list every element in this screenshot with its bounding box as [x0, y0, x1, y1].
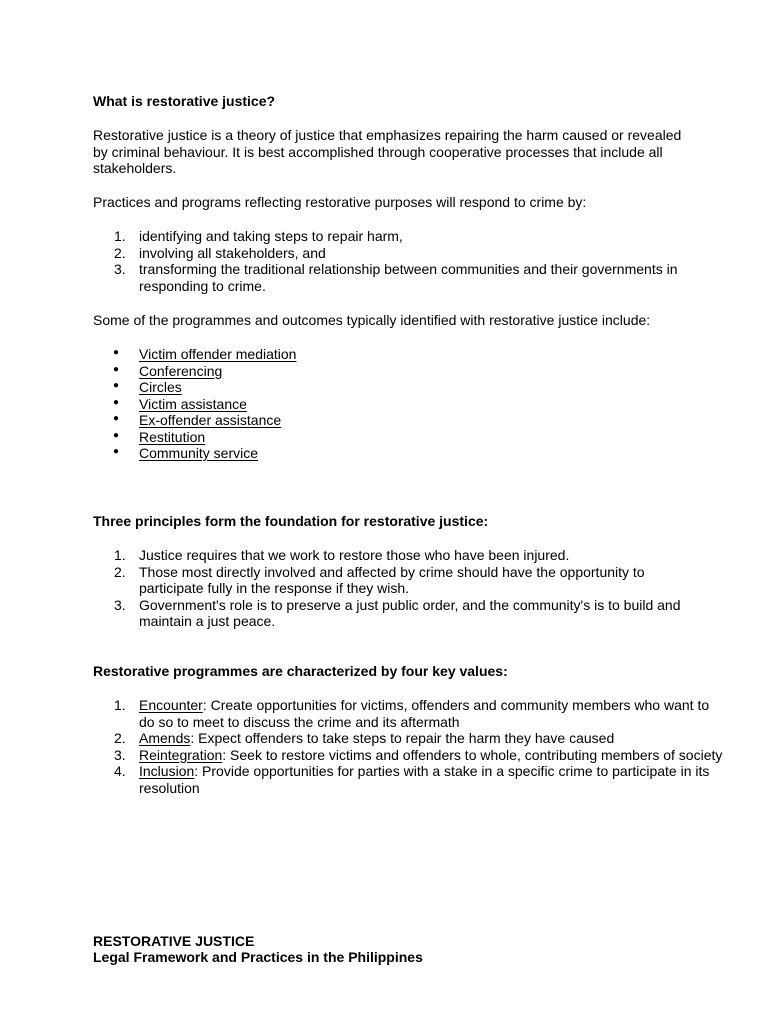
list-item: 3. transforming the traditional relationship between communities and their governments in responding to crime.: [114, 261, 678, 294]
values-list: [93, 697, 723, 796]
list-item: 1. Justice requires that we work to restore those who have been injured.: [114, 547, 570, 563]
intro-paragraph: Restorative justice is a theory of justice that emphasizes repairing the harm caused or revealed by criminal behaviour. It is best accomplished through cooperative processes that include all stakeholders.: [93, 127, 682, 176]
practices-intro: Practices and programs reflecting restorative purposes will respond to crime by:: [93, 194, 587, 210]
practices-list: [93, 228, 723, 294]
list-item: 1. Encounter: Create opportunities for victims, offenders and community members who want to do so to meet to discuss the crime and its aftermath: [114, 697, 710, 730]
list-item: 2. involving all stakeholders, and: [114, 244, 326, 261]
list-item: ● Victim assistance: [113, 395, 247, 412]
list-item: 3. Reintegration: Seek to restore victims and offenders to whole, contributing members of society: [114, 746, 723, 763]
footer-subtitle: Legal Framework and Practices in the Philippines: [93, 949, 423, 965]
principles-list: [93, 547, 713, 630]
list-item: ● Conferencing: [113, 362, 223, 379]
footer-title: RESTORATIVE JUSTICE: [93, 933, 255, 949]
programmes-intro: Some of the programmes and outcomes typically identified with restorative justice include:: [93, 312, 651, 328]
list-item: ● Victim offender mediation: [113, 346, 297, 362]
list-item: ● Circles: [113, 379, 182, 395]
list-item: 4. Inclusion: Provide opportunities for parties with a stake in a specific crime to participate in its resolution: [114, 763, 710, 796]
heading-four-values: Restorative programmes are characterized by four key values:: [93, 663, 508, 679]
heading-three-principles: Three principles form the foundation for restorative justice:: [93, 513, 489, 529]
list-item: 3. Government's role is to preserve a just public order, and the community's is to build and maintain a just peace.: [114, 596, 681, 629]
list-item: ● Ex-offender assistance: [113, 412, 282, 428]
list-item: 1. identifying and taking steps to repair harm,: [114, 228, 403, 244]
list-item: 2. Amends: Expect offenders to take steps to repair the harm they have caused: [114, 730, 615, 746]
heading-what-is: What is restorative justice?: [93, 93, 276, 109]
list-item: ● Community service: [113, 445, 259, 461]
list-item: 2. Those most directly involved and affected by crime should have the opportunity to participate fully in the response if they wish.: [114, 563, 645, 596]
list-item: ● Restitution: [113, 428, 206, 445]
programmes-list: [93, 346, 683, 462]
